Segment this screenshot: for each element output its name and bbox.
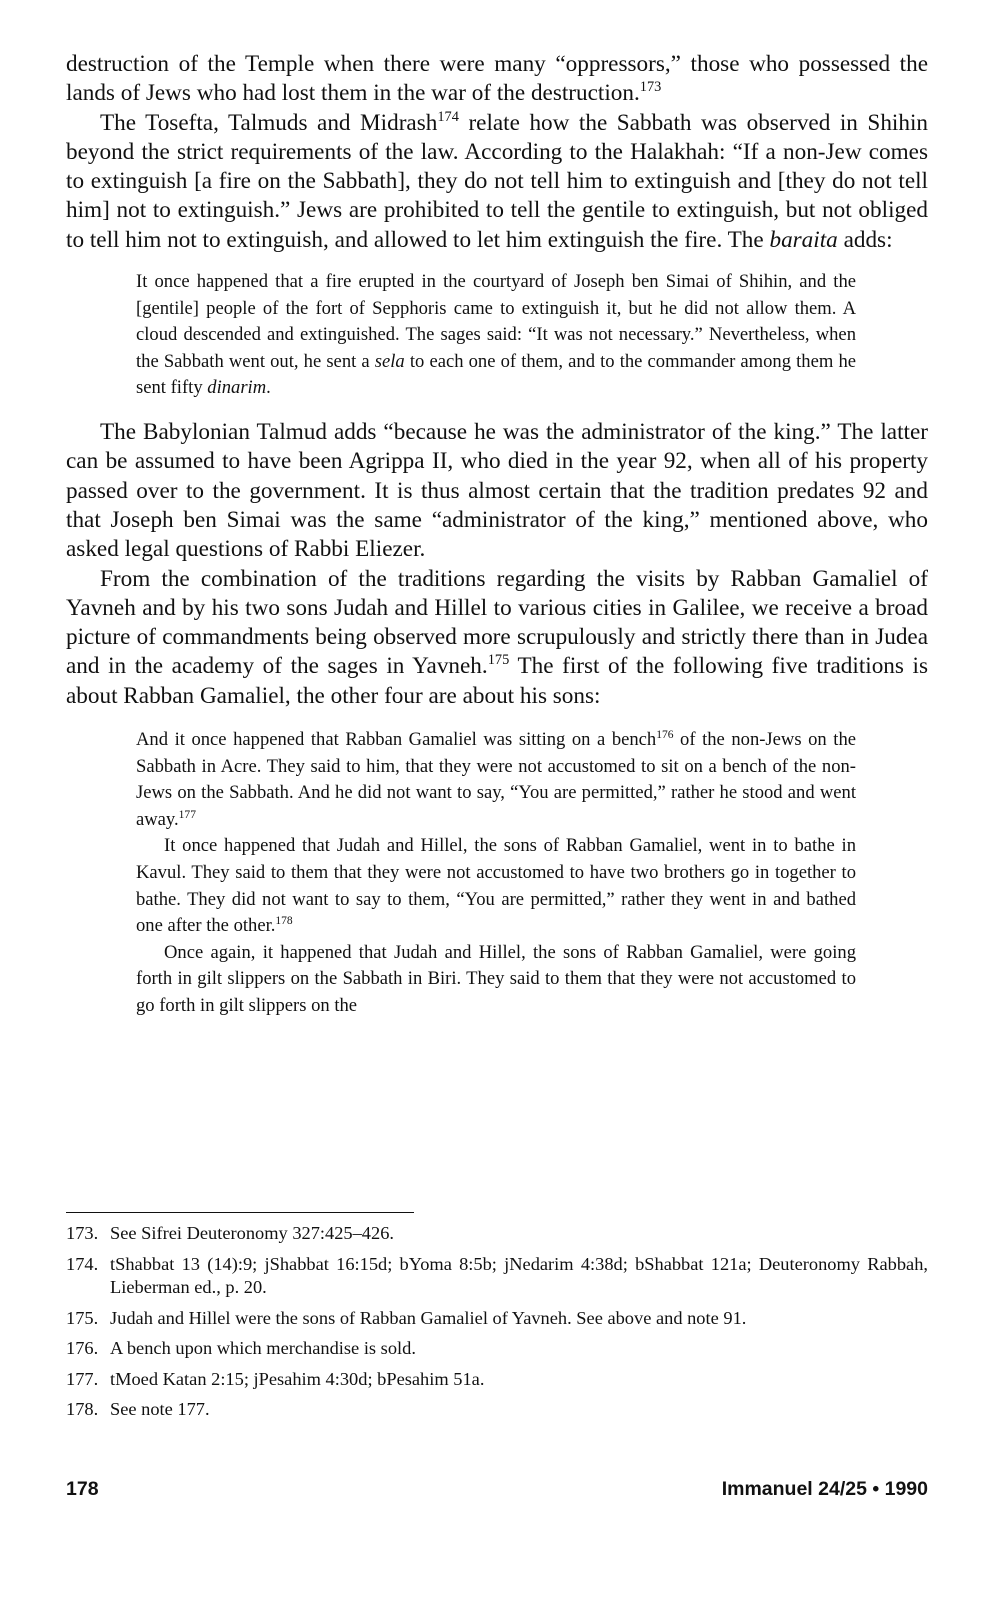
footnote-ref-175[interactable]: 175 [487, 652, 510, 669]
footnote-ref-178[interactable]: 178 [275, 915, 293, 928]
footnote-178 [66, 1398, 928, 1422]
footnote-divider [66, 1212, 414, 1213]
paragraph-2-text-a: The Tosefta, Talmuds and Midrash [100, 109, 438, 136]
footnote-ref-177[interactable]: 177 [178, 808, 196, 821]
block-quote-1-text [136, 269, 856, 402]
paragraph-4-text-a: From the combination of the traditions regarding the visits by Rabban Gamaliel of Yavneh and by his two sons Judah and Hillel to various cities in Galilee, we receive a broad picture of commandments being observed more scrupulously and strictly there than in Judea and in the academy of the sages in Yavneh. [66, 565, 928, 680]
footnote-text: tMoed Katan 2:15; jPesahim 4:30d; bPesahim 51a. [110, 1368, 485, 1389]
footnote-175 [66, 1307, 928, 1331]
footnote-number: 177. [66, 1368, 99, 1389]
paragraph-2-text-c: adds: [837, 226, 893, 253]
footnote-176 [66, 1337, 928, 1361]
footnote-ref-173[interactable]: 173 [639, 79, 662, 96]
footnote-ref-176[interactable]: 176 [656, 728, 674, 741]
footnote-text: tShabbat 13 (14):9; jShabbat 16:15d; bYoma 8:5b; jNedarim 4:38d; bShabbat 121a; Deuteronomy Rabbah, Lieberman ed., p. 20. [110, 1253, 928, 1297]
paragraph-3: The Babylonian Talmud adds “because he was the administrator of the king.” The latter can be assumed to have been Agrippa II, who died in the year 92, when all of his property passed over to the government. It is thus almost certain that the tradition predates 92 and that Joseph ben Simai was the same “administrator of the king,” mentioned above, who asked legal questions of Rabbi Eliezer. [66, 419, 928, 563]
page-number: 178 [66, 1478, 99, 1500]
footnote-text: A bench upon which merchandise is sold. [110, 1338, 416, 1358]
paragraph-1 [66, 50, 928, 109]
quote-2-para-2 [136, 833, 856, 939]
quote-1-text-b: to each one of them, and to the commander among them he sent fifty [136, 350, 856, 399]
footnote-173 [66, 1222, 928, 1246]
paragraph-2-italic: baraita [769, 226, 838, 253]
main-text [66, 50, 928, 1020]
page-footer [66, 1478, 928, 1501]
footnote-text: See Sifrei Deuteronomy 327:425–426. [110, 1223, 394, 1243]
block-quote-2 [66, 727, 928, 1020]
footnote-number: 176. [66, 1338, 99, 1358]
paragraph-4-text-b: The first of the following five traditions is about Rabban Gamaliel, the other four are about his sons: [66, 653, 928, 709]
footnote-text: See note 177. [110, 1399, 210, 1419]
footnote-177 [66, 1368, 928, 1392]
footnote-ref-174[interactable]: 174 [437, 108, 459, 125]
paragraph-2-text-b: relate how the Sabbath was observed in Shihin beyond the strict requirements of the law. According to the Halakhah: “If a non-Jew comes to extinguish [a fire on the Sabbath], they do not tell him to extinguish and [they do not tell him] not to extinguish.” Jews are prohibited to tell the gentile to extinguish, but not obliged to tell him not to extinguish, and allowed to let him extinguish the fire. The [66, 109, 928, 253]
quote-1-text-a: It once happened that a fire erupted in the courtyard of Joseph ben Simai of Shihin, and the [gentile] people of the fort of Sepphoris came to extinguish it, but he did not allow them. A cloud descended and extinguished. The sages said: “It was not necessary.” Nevertheless, when the Sabbath went out, he sent a [136, 271, 856, 372]
quote-1-italic-sela: sela [374, 350, 405, 372]
quote-2-text-a: And it once happened that Rabban Gamaliel was sitting on a bench [136, 729, 657, 751]
quote-3-text: It once happened that Judah and Hillel, the sons of Rabban Gamaliel, went in to bathe in Kavul. They said to them that they were not accustomed to have two brothers go in together to bathe. They did not want to say to them, “You are permitted,” rather they went in and bathed one after the other. [136, 835, 856, 937]
quote-2-para-1 [136, 727, 856, 833]
quote-2-para-3: Once again, it happened that Judah and Hillel, the sons of Rabban Gamaliel, were going forth in gilt slippers on the Sabbath in Biri. They said to them that they were not accustomed to go forth in gilt slippers on the [136, 941, 856, 1016]
footnote-number: 173. [66, 1223, 99, 1243]
footnote-174 [66, 1253, 928, 1300]
footnotes [66, 1222, 928, 1429]
footnote-text: Judah and Hillel were the sons of Rabban Gamaliel of Yavneh. See above and note 91. [110, 1307, 747, 1328]
footnote-number: 178. [66, 1399, 99, 1419]
quote-2-text-b: of the non-Jews on the Sabbath in Acre. They said to him, that they were not accustomed to sit on a bench of the non-Jews on the Sabbath. And he did not want to say, “You are permitted,” rather he stood and went away. [136, 729, 856, 830]
footnote-number: 175. [66, 1307, 99, 1328]
footnote-number: 174. [66, 1253, 99, 1274]
journal-citation: Immanuel 24/25 • 1990 [721, 1478, 928, 1500]
paragraph-1-text: destruction of the Temple when there were many “oppressors,” those who possessed the lands of Jews who had lost them in the war of the destruction. [66, 51, 928, 107]
quote-1-italic-dinarim: dinarim [207, 377, 267, 399]
paragraph-2 [66, 109, 928, 255]
paragraph-4 [66, 565, 928, 711]
block-quote-1 [66, 269, 928, 402]
quote-1-text-c: . [266, 377, 271, 399]
